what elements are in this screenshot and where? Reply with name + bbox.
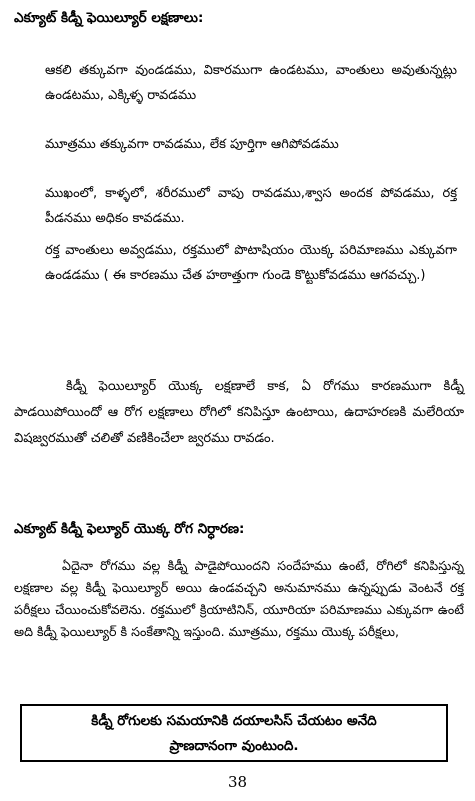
quote-line: ప్రాణదానంగా వుంటుంది. bbox=[169, 738, 299, 754]
body-paragraph: కిడ్నీ ఫెయిల్యూర్ యొక్క లక్షణాలే కాక, ఏ రోగము కారణముగా కిడ్నీ పాడయిపోయిందో ఆ రోగ లక్షణాలు రోగిలో కనిపిస్తూ ఉంటాయి, ఉదాహరణకి మలేరియా విషజ్వరముతో చలితో వణికించేలా జ్వరము రావడం. bbox=[14, 379, 464, 446]
highlight-quote-box bbox=[20, 704, 448, 762]
symptom-item: రక్త వాంతులు అవ్వడము, రక్తములో పొటాషియం యొక్క పరిమాణము ఎక్కువగా ఉండడము ( ఈ కారణము చేత హఠాత్తుగా గుండె కొట్టుకోవడము ఆగవచ్చు.) bbox=[45, 243, 457, 283]
symptom-item: ఆకలి తక్కువగా వుండడము, వికారముగా ఉండటము, వాంతులు అవుతున్నట్లు ఉండటము, ఎక్కిళ్ళ రావడము bbox=[45, 63, 457, 103]
section-heading-diagnosis: ఎక్యూట్ కిడ్నీ ఫెల్యూర్ యొక్క రోగ నిర్ధారణ: bbox=[14, 521, 245, 537]
section-heading-symptoms: ఎక్యూట్ కిడ్నీ ఫెయిల్యూర్ లక్షణాలు: bbox=[14, 10, 204, 26]
body-paragraph: ఏదైనా రోగము వల్ల కిడ్నీ పాడైపోయిందని సందేహము ఉంటే, రోగిలో కనిపిస్తున్న లక్షణాల వల్ల కిడ్నీ ఫెయిల్యూర్ అయి ఉండవచ్చని అనుమానము ఉన్నప్పుడు వెంటనే రక్త పరీక్షలు చేయించుకోవలెను. రక్తములో క్రియాటినిన్, యూరియా పరిమాణము ఎక్కువగా ఉంటే అది కిడ్నీ ఫెయిల్యూర్ కి సంకేతాన్ని ఇస్తుంది. మూత్రము, రక్తము యొక్క పరీక్షలు, bbox=[14, 558, 464, 639]
symptom-item: మూత్రము తక్కువగా రావడము, లేక పూర్తిగా ఆగిపోవడము bbox=[45, 137, 339, 152]
symptom-item: ముఖంలో, కాళ్ళలో, శరీరములో వాపు రావడము,శ్వాస అందక పోవడము, రక్త పీడనము అధికం కావడము. bbox=[45, 186, 457, 226]
quote-line: కిడ్నీ రోగులకు సమయానికి దయాలసిస్ చేయటం అనేది bbox=[91, 713, 377, 729]
page-number: 38 bbox=[227, 773, 248, 791]
